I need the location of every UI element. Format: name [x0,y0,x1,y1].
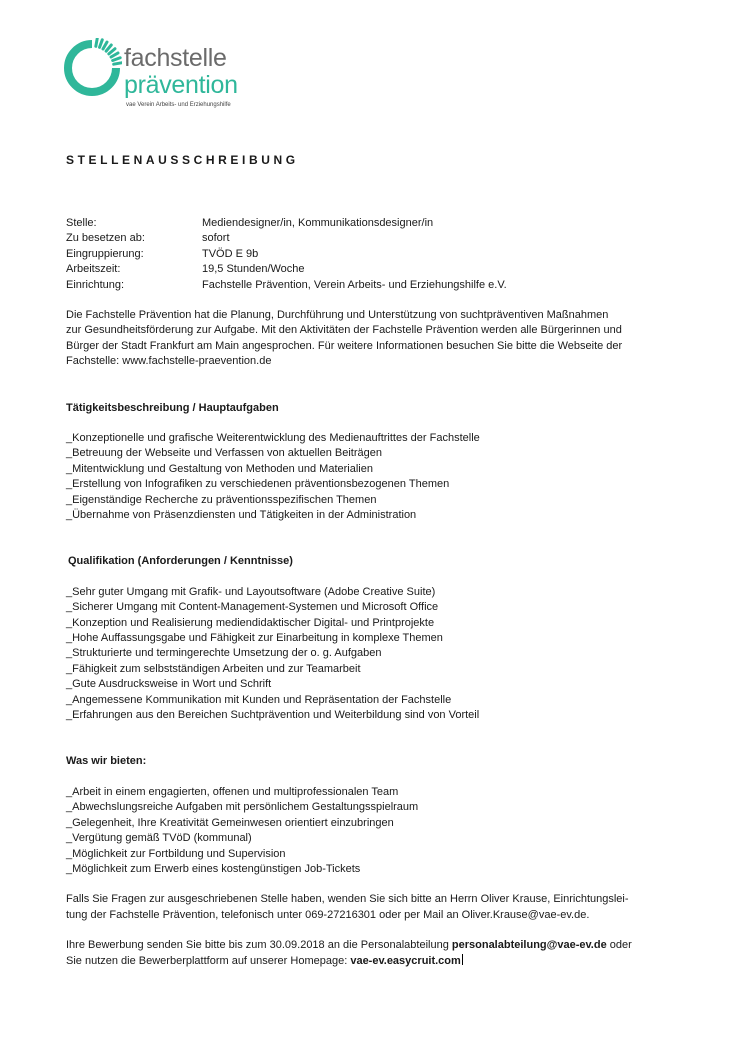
logo-ray [100,40,103,48]
fact-value: Fachstelle Prävention, Verein Arbeits- und Erziehungshilfe e.V. [202,278,507,291]
application-line [66,954,666,969]
list-item: _Eigenständige Recherche zu präventionsspezifischen Themen [66,493,377,506]
fact-row [66,247,666,262]
fact-value: Mediendesigner/in, Kommunikationsdesigner/in [202,217,434,229]
logo-ray [114,63,122,64]
fact-value: 19,5 Stunden/Woche [202,263,305,276]
application-text: Sie nutzen die Bewerberplattform auf unserer Homepage: [66,954,351,967]
list-item: _Vergütung gemäß TVöD (kommunal) [66,832,252,845]
fact-row [66,278,666,293]
list-item: _Betreuung der Webseite und Verfassen von aktuellen Beiträgen [66,447,382,460]
list-item: _Möglichkeit zur Fortbildung und Supervision [66,847,286,860]
list-item: _Fähigkeit zum selbstständigen Arbeiten und zur Teamarbeit [66,662,361,675]
logo-ray [103,42,107,49]
logo-subline: vae Verein Arbeits- und Erziehungshilfe [126,102,231,108]
homepage-link[interactable]: vae-ev.easycruit.com [350,954,461,967]
list-item: _Gelegenheit, Ihre Kreativität Gemeinwesen orientiert einzubringen [66,816,394,829]
page-title: STELLENAUSSCHREIBUNG [66,153,299,167]
fact-row [66,231,666,246]
personnel-email-link[interactable]: personalabteilung@vae-ev.de [451,939,607,952]
logo-word-praevention: prävention [124,71,238,99]
list-item: _Gute Ausdrucksweise in Wort und Schrift [66,678,272,691]
qualification-heading: Qualifikation (Anforderungen / Kenntnisse) [68,555,293,568]
fact-row [66,216,666,231]
list-item: _Arbeit in einem engagierten, offenen und multiprofessionalen Team [66,785,399,798]
tasks-list [66,431,666,523]
list-item: _Konzeptionelle und grafische Weiterentwicklung des Medienauftrittes der Fachstelle [66,431,480,444]
list-item: _Übernahme von Präsenzdiensten und Tätigkeiten in der Administration [66,509,417,522]
list-item: _Möglichkeit zum Erwerb eines kostengünstigen Job-Tickets [66,862,361,875]
application-text: Ihre Bewerbung senden Sie bitte bis zum 30.09.2018 an die Personalabteilung [66,939,452,952]
fact-value: sofort [202,232,230,245]
sunburst-ring-logo-icon [62,38,122,98]
list-item: _Strukturierte und termingerechte Umsetzung der o. g. Aufgaben [66,647,382,660]
logo-ray [96,38,97,46]
intro-line: Die Fachstelle Prävention hat die Planung, Durchführung und Unterstützung von suchtpräventiven Maßnahmen [66,308,609,321]
logo-ray [111,53,118,57]
list-item: _Mitentwicklung und Gestaltung von Methoden und Materialien [66,462,373,475]
list-item: _Konzeption und Realisierung mediendidaktischer Digital- und Printprojekte [66,616,435,629]
logo-word-fachstelle: fachstelle [124,44,227,72]
intro-line: Bürger der Stadt Frankfurt am Main angesprochen. Für weitere Informationen besuchen Sie bitte die Webseite der [66,339,623,352]
intro-line: Fachstelle: www.fachstelle-praevention.de [66,355,272,368]
offer-heading: Was wir bieten: [66,755,147,768]
list-item: _Erstellung von Infografiken zu verschiedenen präventionsbezogenen Themen [66,478,450,491]
qualification-list [66,585,666,724]
text-cursor [462,954,463,965]
list-item: _Sehr guter Umgang mit Grafik- und Layoutsoftware (Adobe Creative Suite) [66,585,436,598]
application-line [66,938,666,953]
tasks-heading: Tätigkeitsbeschreibung / Hauptaufgaben [66,401,279,414]
contact-line: Falls Sie Fragen zur ausgeschriebenen Stelle haben, wenden Sie sich bitte an Herrn Oliver Krause, Einrichtungslei- [66,893,629,906]
application-text: oder [606,939,632,952]
list-item: _Erfahrungen aus den Bereichen Suchtprävention und Weiterbildung sind von Vorteil [66,709,480,722]
contact-line: tung der Fachstelle Prävention, telefonisch unter 069-27216301 oder per Mail an Oliver.Krause@vae-ev.de. [66,908,590,921]
logo-ray [106,45,111,51]
facts-table [66,216,666,293]
list-item: _Angemessene Kommunikation mit Kunden und Repräsentation der Fachstelle [66,693,452,706]
fact-label: Stelle: [66,217,97,229]
document-body [66,216,666,969]
intro-paragraph [66,308,666,370]
list-item: _Abwechslungsreiche Aufgaben mit persönlichem Gestaltungsspielraum [66,801,419,814]
list-item: _Hohe Auffassungsgabe und Fähigkeit zur Einarbeitung in komplexe Themen [66,632,443,645]
offer-list [66,785,666,877]
logo-ray [109,49,115,54]
fact-label: Arbeitszeit: [66,263,121,276]
logo-ray [113,58,121,61]
fact-label: Eingruppierung: [66,247,144,260]
intro-line: zur Gesundheitsförderung zur Aufgabe. Mit den Aktivitäten der Fachstelle Prävention werden alle Bürgerinnen und [66,324,622,337]
organization-logo [62,38,262,118]
fact-label: Einrichtung: [66,278,125,291]
application-paragraph [66,938,666,969]
fact-label: Zu besetzen ab: [66,232,145,245]
fact-row [66,262,666,277]
fact-value: TVÖD E 9b [202,247,259,260]
list-item: _Sicherer Umgang mit Content-Management-Systemen und Microsoft Office [66,601,439,614]
contact-paragraph [66,892,666,923]
